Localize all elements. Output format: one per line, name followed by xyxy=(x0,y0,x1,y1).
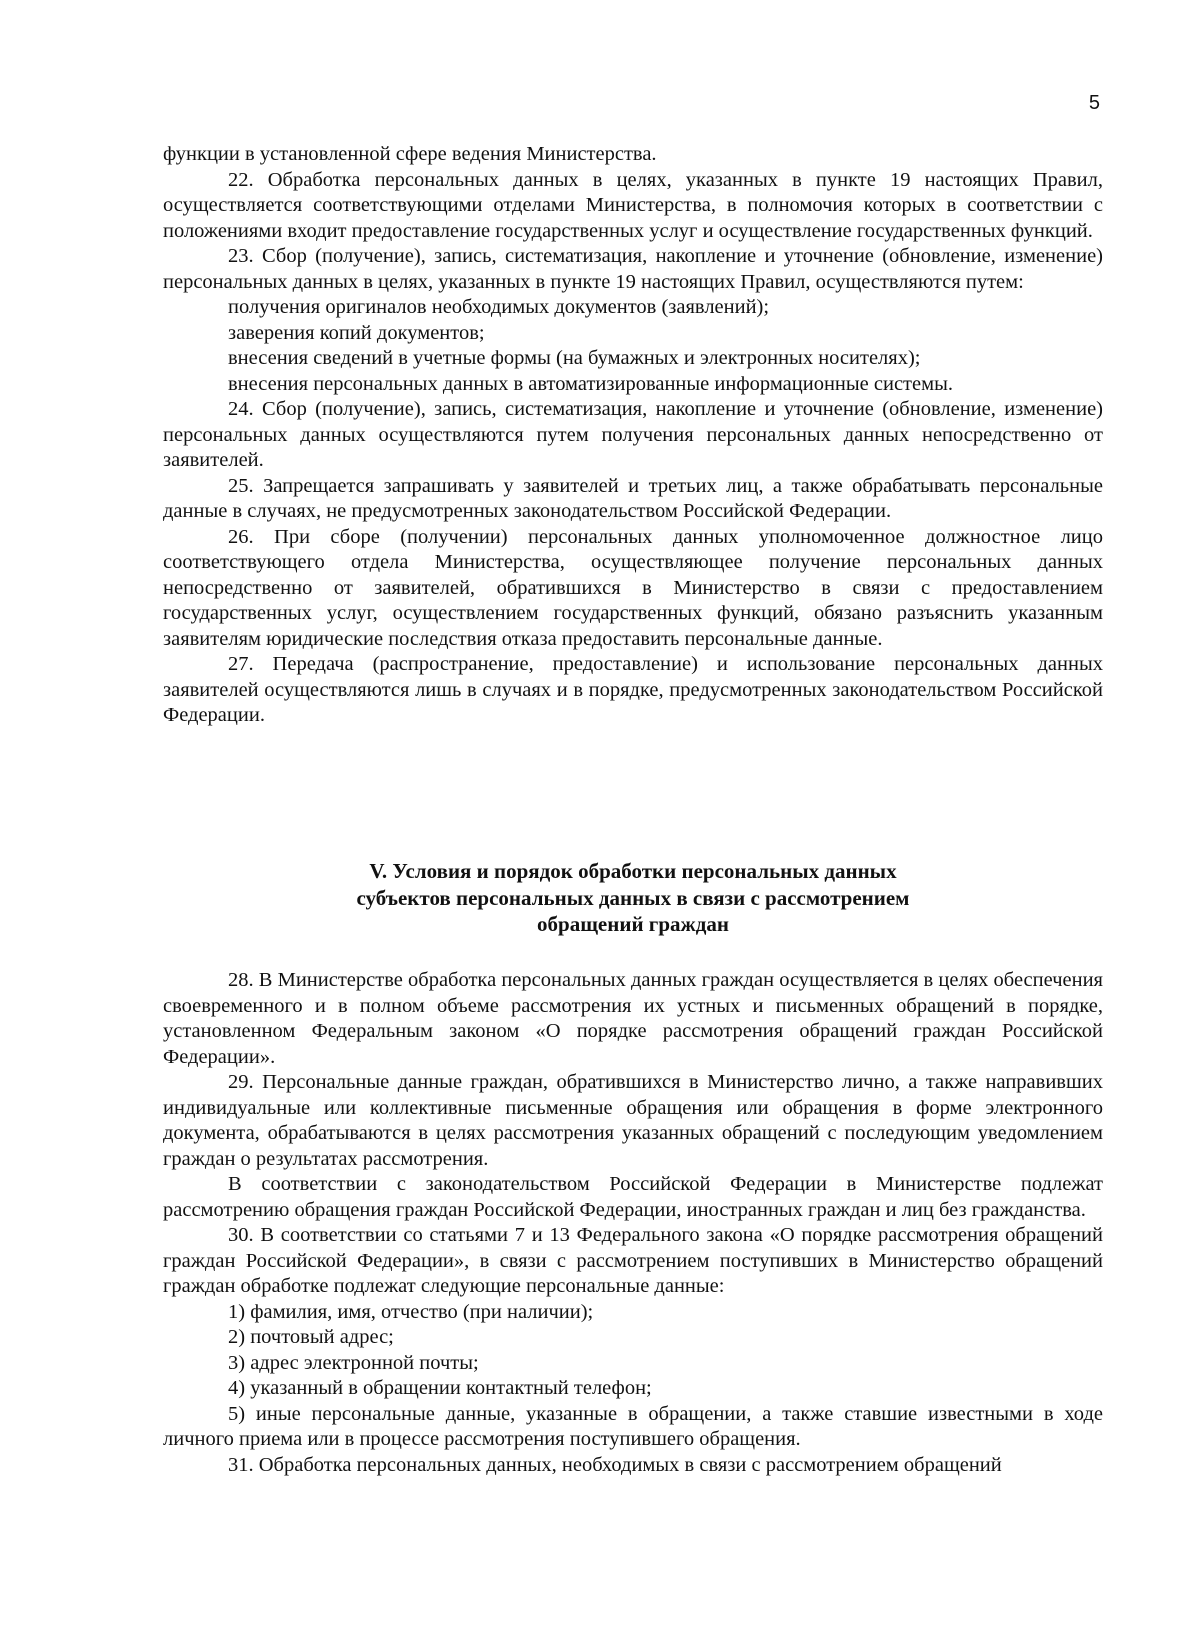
paragraph: 23. Сбор (получение), запись, систематизация, накопление и уточнение (обновление, изменение) персональных данных в целях, указанных в пункте 19 настоящих Правил, осуществляются путем: xyxy=(163,245,1103,293)
list-item: заверения копий документов; xyxy=(228,321,485,344)
top-text-block xyxy=(163,142,1103,729)
section-heading-line-3: обращений граждан xyxy=(537,912,729,936)
paragraph: 22. Обработка персональных данных в целях, указанных в пункте 19 настоящих Правил, осуществляется соответствующими отделами Министерства, в полномочия которых в соответствии с положениями входит предоставление государственных услуг и осуществление государственных функций. xyxy=(163,168,1103,242)
list-item: внесения сведений в учетные формы (на бумажных и электронных носителях); xyxy=(228,347,921,369)
list-item: внесения персональных данных в автоматизированные информационные системы. xyxy=(228,372,953,395)
paragraph: 30. В соответствии со статьями 7 и 13 Федерального закона «О порядке рассмотрения обращений граждан Российской Федерации», в связи с рассмотрением поступивших в Министерство обращений граждан обработке подлежат следующие персональные данные: xyxy=(163,1224,1103,1297)
list-item: получения оригиналов необходимых документов (заявлений); xyxy=(228,296,770,318)
section-heading-line-1: V. Условия и порядок обработки персональных данных xyxy=(369,859,897,883)
paragraph: 26. При сборе (получении) персональных данных уполномоченное должностное лицо соответствующего отдела Министерства, осуществляющее получение персональных данных непосредственно от заявителей, обратившихся в Министерство в связи с предоставлением государственных услуг, осуществлением государственных функций, обязано разъяснить указанным заявителям юридические последствия отказа предоставить персональные данные. xyxy=(163,525,1103,650)
paragraph: В соответствии с законодательством Российской Федерации в Министерстве подлежат рассмотрению обращения граждан Российской Федерации, иностранных граждан и лиц без гражданства. xyxy=(163,1173,1103,1221)
paragraph: 28. В Министерстве обработка персональных данных граждан осуществляется в целях обеспечения своевременного и в полном объеме рассмотрения их устных и письменных обращений в порядке, установленном Федеральным законом «О порядке рассмотрения обращений граждан Российской Федерации». xyxy=(163,969,1103,1068)
paragraph: 27. Передача (распространение, предоставление) и использование персональных данных заявителей осуществляются лишь в случаях и в порядке, предусмотренных законодательством Российской Федерации. xyxy=(163,653,1103,726)
bottom-text-block xyxy=(163,968,1103,1478)
page-number: 5 xyxy=(1088,92,1100,114)
paragraph: 29. Персональные данные граждан, обратившихся в Министерство лично, а также направивших индивидуальные или коллективные письменные обращения или обращения в форме электронного документа, обрабатываются в целях рассмотрения указанных обращений с последующим уведомлением граждан о результатах рассмотрения. xyxy=(163,1071,1103,1170)
paragraph: 25. Запрещается запрашивать у заявителей и третьих лиц, а также обрабатывать персональные данные в случаях, не предусмотренных законодательством Российской Федерации. xyxy=(163,474,1103,522)
list-item: 3) адрес электронной почты; xyxy=(228,1351,479,1374)
paragraph: функции в установленной сфере ведения Министерства. xyxy=(163,143,657,165)
paragraph: 5) иные персональные данные, указанные в обращении, а также ставшие известными в ходе личного приема или в процессе рассмотрения поступившего обращения. xyxy=(163,1402,1103,1450)
section-heading-line-2: субъектов персональных данных в связи с рассмотрением xyxy=(356,885,910,910)
list-item: 2) почтовый адрес; xyxy=(228,1326,394,1348)
list-item: 1) фамилия, имя, отчество (при наличии); xyxy=(228,1300,594,1323)
paragraph: 24. Сбор (получение), запись, систематизация, накопление и уточнение (обновление, изменение) персональных данных осуществляются путем получения персональных данных непосредственно от заявителей. xyxy=(163,398,1103,471)
list-item: 4) указанный в обращении контактный телефон; xyxy=(228,1377,652,1399)
section-heading xyxy=(163,858,1103,938)
paragraph: 31. Обработка персональных данных, необходимых в связи с рассмотрением обращений xyxy=(228,1453,1002,1476)
